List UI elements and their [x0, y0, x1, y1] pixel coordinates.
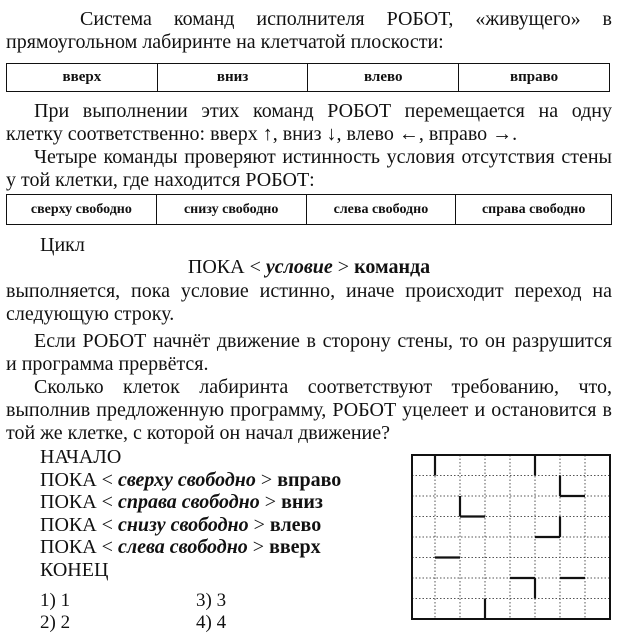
check-top-free: сверху свободно [7, 195, 157, 225]
move-description: При выполнении этих команд РОБОТ перемещается на одну клетку соответственно: вверх ↑, вниз ↓, влево ←, вправо →. [6, 100, 612, 145]
move-commands-table [6, 63, 610, 92]
program-line-1: ПОКА < сверху свободно > вправо [40, 468, 342, 491]
program-cmd: вправо [277, 468, 342, 491]
check-left-free: слева свободно [306, 195, 456, 225]
program-cond: сверху свободно [117, 468, 256, 491]
program-cond: справа свободно [117, 491, 260, 513]
cycle-gt: > [337, 256, 350, 278]
cycle-description: выполняется, пока условие истинно, иначе происходит переход на следующую строку. [6, 280, 612, 325]
program-end: КОНЕЦ [40, 558, 109, 581]
cycle-command: команда [354, 256, 431, 278]
maze-grid [410, 453, 612, 621]
question-text: Сколько клеток лабиринта соответствуют требованию, что, выполнив предложенную программу, РОБОТ уцелеет и остановится в той же клетке, с которой он начал движение? [6, 376, 612, 444]
cycle-lt: < [249, 256, 261, 278]
cycle-while: ПОКА [187, 256, 245, 278]
check-right-free: справа свободно [456, 195, 612, 225]
check-description: Четыре команды проверяют истинность условия отсутствия стены у той клетки, где находится РОБОТ: [6, 146, 612, 191]
check-bottom-free: снизу свободно [156, 195, 306, 225]
answer-option-4: 4) 4 [196, 612, 227, 633]
program-cmd: вниз [281, 491, 323, 513]
answer-option-1: 1) 1 [40, 590, 71, 611]
program-cond: снизу свободно [117, 513, 249, 536]
program-line-3: ПОКА < снизу свободно > влево [40, 513, 322, 536]
program-cond: слева свободно [117, 536, 248, 558]
cmd-right: вправо [459, 64, 610, 92]
cycle-condition: условие [265, 256, 333, 278]
cmd-down: вниз [157, 64, 308, 92]
program-block [40, 446, 341, 581]
program-cmd: вверх [269, 536, 321, 558]
answer-option-3: 3) 3 [196, 590, 227, 611]
cycle-label: Цикл [40, 234, 85, 256]
program-line-2: ПОКА < справа свободно > вниз [40, 491, 323, 513]
program-cmd: влево [269, 513, 322, 536]
check-commands-table [6, 194, 612, 225]
cycle-syntax [6, 256, 612, 279]
answer-option-2: 2) 2 [40, 612, 71, 633]
program-start: НАЧАЛО [40, 446, 122, 468]
intro-text: Система команд исполнителя РОБОТ, «живущего» в прямоугольном лабиринте на клетчатой плоскости: [6, 8, 612, 53]
program-line-4: ПОКА < слева свободно > вверх [40, 536, 321, 558]
crash-description: Если РОБОТ начнёт движение в сторону стены, то он разрушится и программа прервётся. [6, 330, 612, 375]
cmd-left: влево [308, 64, 459, 92]
cmd-up: вверх [7, 64, 158, 92]
